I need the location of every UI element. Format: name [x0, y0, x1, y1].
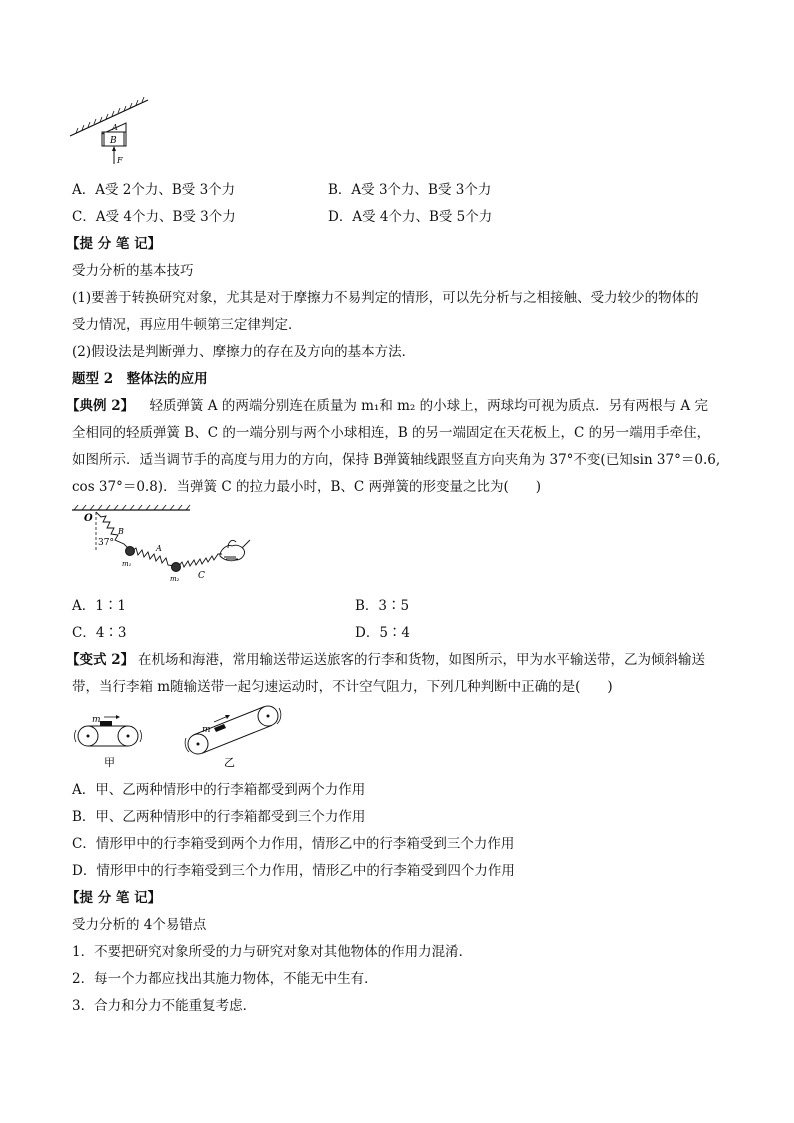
note1-p1-line1: (1)要善于转换研究对象，尤其是对于摩擦力不易判定的情形，可以先分析与之相接触、受力较少的物体的 [72, 290, 699, 306]
incline-blocks-figure [66, 94, 156, 166]
note2-title: 受力分析的 4个易错点 [72, 917, 207, 933]
q1-option-b: B．A受 3个力、B受 3个力 [328, 182, 492, 198]
spring-a [132, 548, 174, 566]
label-m2: m₂ [170, 575, 180, 583]
label-m-left: m [92, 715, 101, 725]
label-m1: m₁ [122, 560, 132, 568]
label-jia: 甲 [104, 756, 115, 769]
note1-p1-line2: 受力情况，再应用牛顿第三定律判定． [72, 317, 302, 333]
example2-line1: 轻质弹簧 A 的两端分别连在质量为 m₁和 m₂ 的小球上，两球均可视为质点．另有两根与 A 完 [136, 398, 708, 414]
ball-m1 [126, 547, 135, 556]
spring-c [178, 554, 222, 567]
luggage-left [100, 721, 112, 726]
section2-title: 题型 2 整体法的应用 [72, 371, 208, 387]
q3-option-d: D．情形甲中的行李箱受到三个力作用，情形乙中的行李箱受到四个力作用 [72, 863, 515, 879]
label-b-spring: B [118, 527, 124, 536]
q1-option-a: A．A受 2个力、B受 3个力 [72, 182, 236, 198]
hand-icon [220, 540, 250, 561]
label-f: F [117, 156, 123, 165]
note1-heading: 【提 分 笔 记】 [66, 236, 162, 252]
note2-heading: 【提 分 笔 记】 [66, 890, 162, 906]
label-c-spring: C [198, 571, 205, 581]
example2-tag: 【典例 2】 [66, 398, 135, 414]
note1-p2: (2)假设法是判断弹力、摩擦力的存在及方向的基本方法． [72, 344, 416, 360]
label-m-right: m [202, 725, 211, 735]
q3-option-c: C．情形甲中的行李箱受到两个力作用，情形乙中的行李箱受到三个力作用 [72, 836, 515, 852]
label-angle: 37° [98, 538, 114, 548]
q2-option-b: B．3∶5 [355, 598, 410, 614]
label-a-spring: A [156, 544, 162, 553]
label-a: A [112, 123, 118, 132]
conveyor-belts-figure [68, 704, 288, 772]
q3-option-a: A．甲、乙两种情形中的行李箱都受到两个力作用 [72, 782, 366, 798]
q1-option-d: D．A受 4个力、B受 5个力 [328, 209, 493, 225]
note2-item3: 3．合力和分力不能重复考虑． [72, 998, 257, 1014]
q2-option-d: D．5∶4 [355, 625, 411, 641]
luggage-right [214, 724, 226, 732]
q1-option-c: C．A受 4个力、B受 3个力 [72, 209, 236, 225]
q2-option-a: A．1∶1 [72, 598, 126, 614]
example2-line2: 全相同的轻质弹簧 B、C 的一端分别与两个小球相连，B 的另一端固定在天花板上，C 的另一端用手牵住， [72, 425, 711, 441]
q3-option-b: B．甲、乙两种情形中的行李箱都受到三个力作用 [72, 809, 366, 825]
label-o: O [84, 513, 93, 524]
variant2-tag: 【变式 2】 [66, 652, 135, 668]
ball-m2 [172, 563, 181, 572]
example2-line3: 如图所示．适当调节手的高度与用力的方向，保持 B弹簧轴线跟竖直方向夹角为 37°不变(已知sin 37°＝0.6, [72, 452, 721, 468]
variant2-line2: 带，当行李箱 m随输送带一起匀速运动时，不计空气阻力，下列几种判断中正确的是( ) [72, 679, 613, 695]
label-yi: 乙 [224, 756, 235, 769]
spring-balls-figure [70, 504, 260, 588]
variant2-line1: 在机场和海港，常用输送带运送旅客的行李和货物，如图所示，甲为水平输送带，乙为倾斜输送 [138, 652, 705, 668]
note1-title: 受力分析的基本技巧 [72, 263, 194, 279]
q2-option-c: C．4∶3 [72, 625, 127, 641]
note2-item1: 1．不要把研究对象所受的力与研究对象对其他物体的作用力混淆． [72, 944, 473, 960]
example2-line4: cos 37°＝0.8)．当弹簧 C 的拉力最小时，B、C 两弹簧的形变量之比为( ) [72, 479, 542, 495]
note2-item2: 2．每一个力都应找出其施力物体，不能无中生有． [72, 971, 378, 987]
horizontal-belt [75, 715, 142, 746]
inclined-belt [185, 706, 281, 754]
label-b: B [110, 136, 117, 146]
